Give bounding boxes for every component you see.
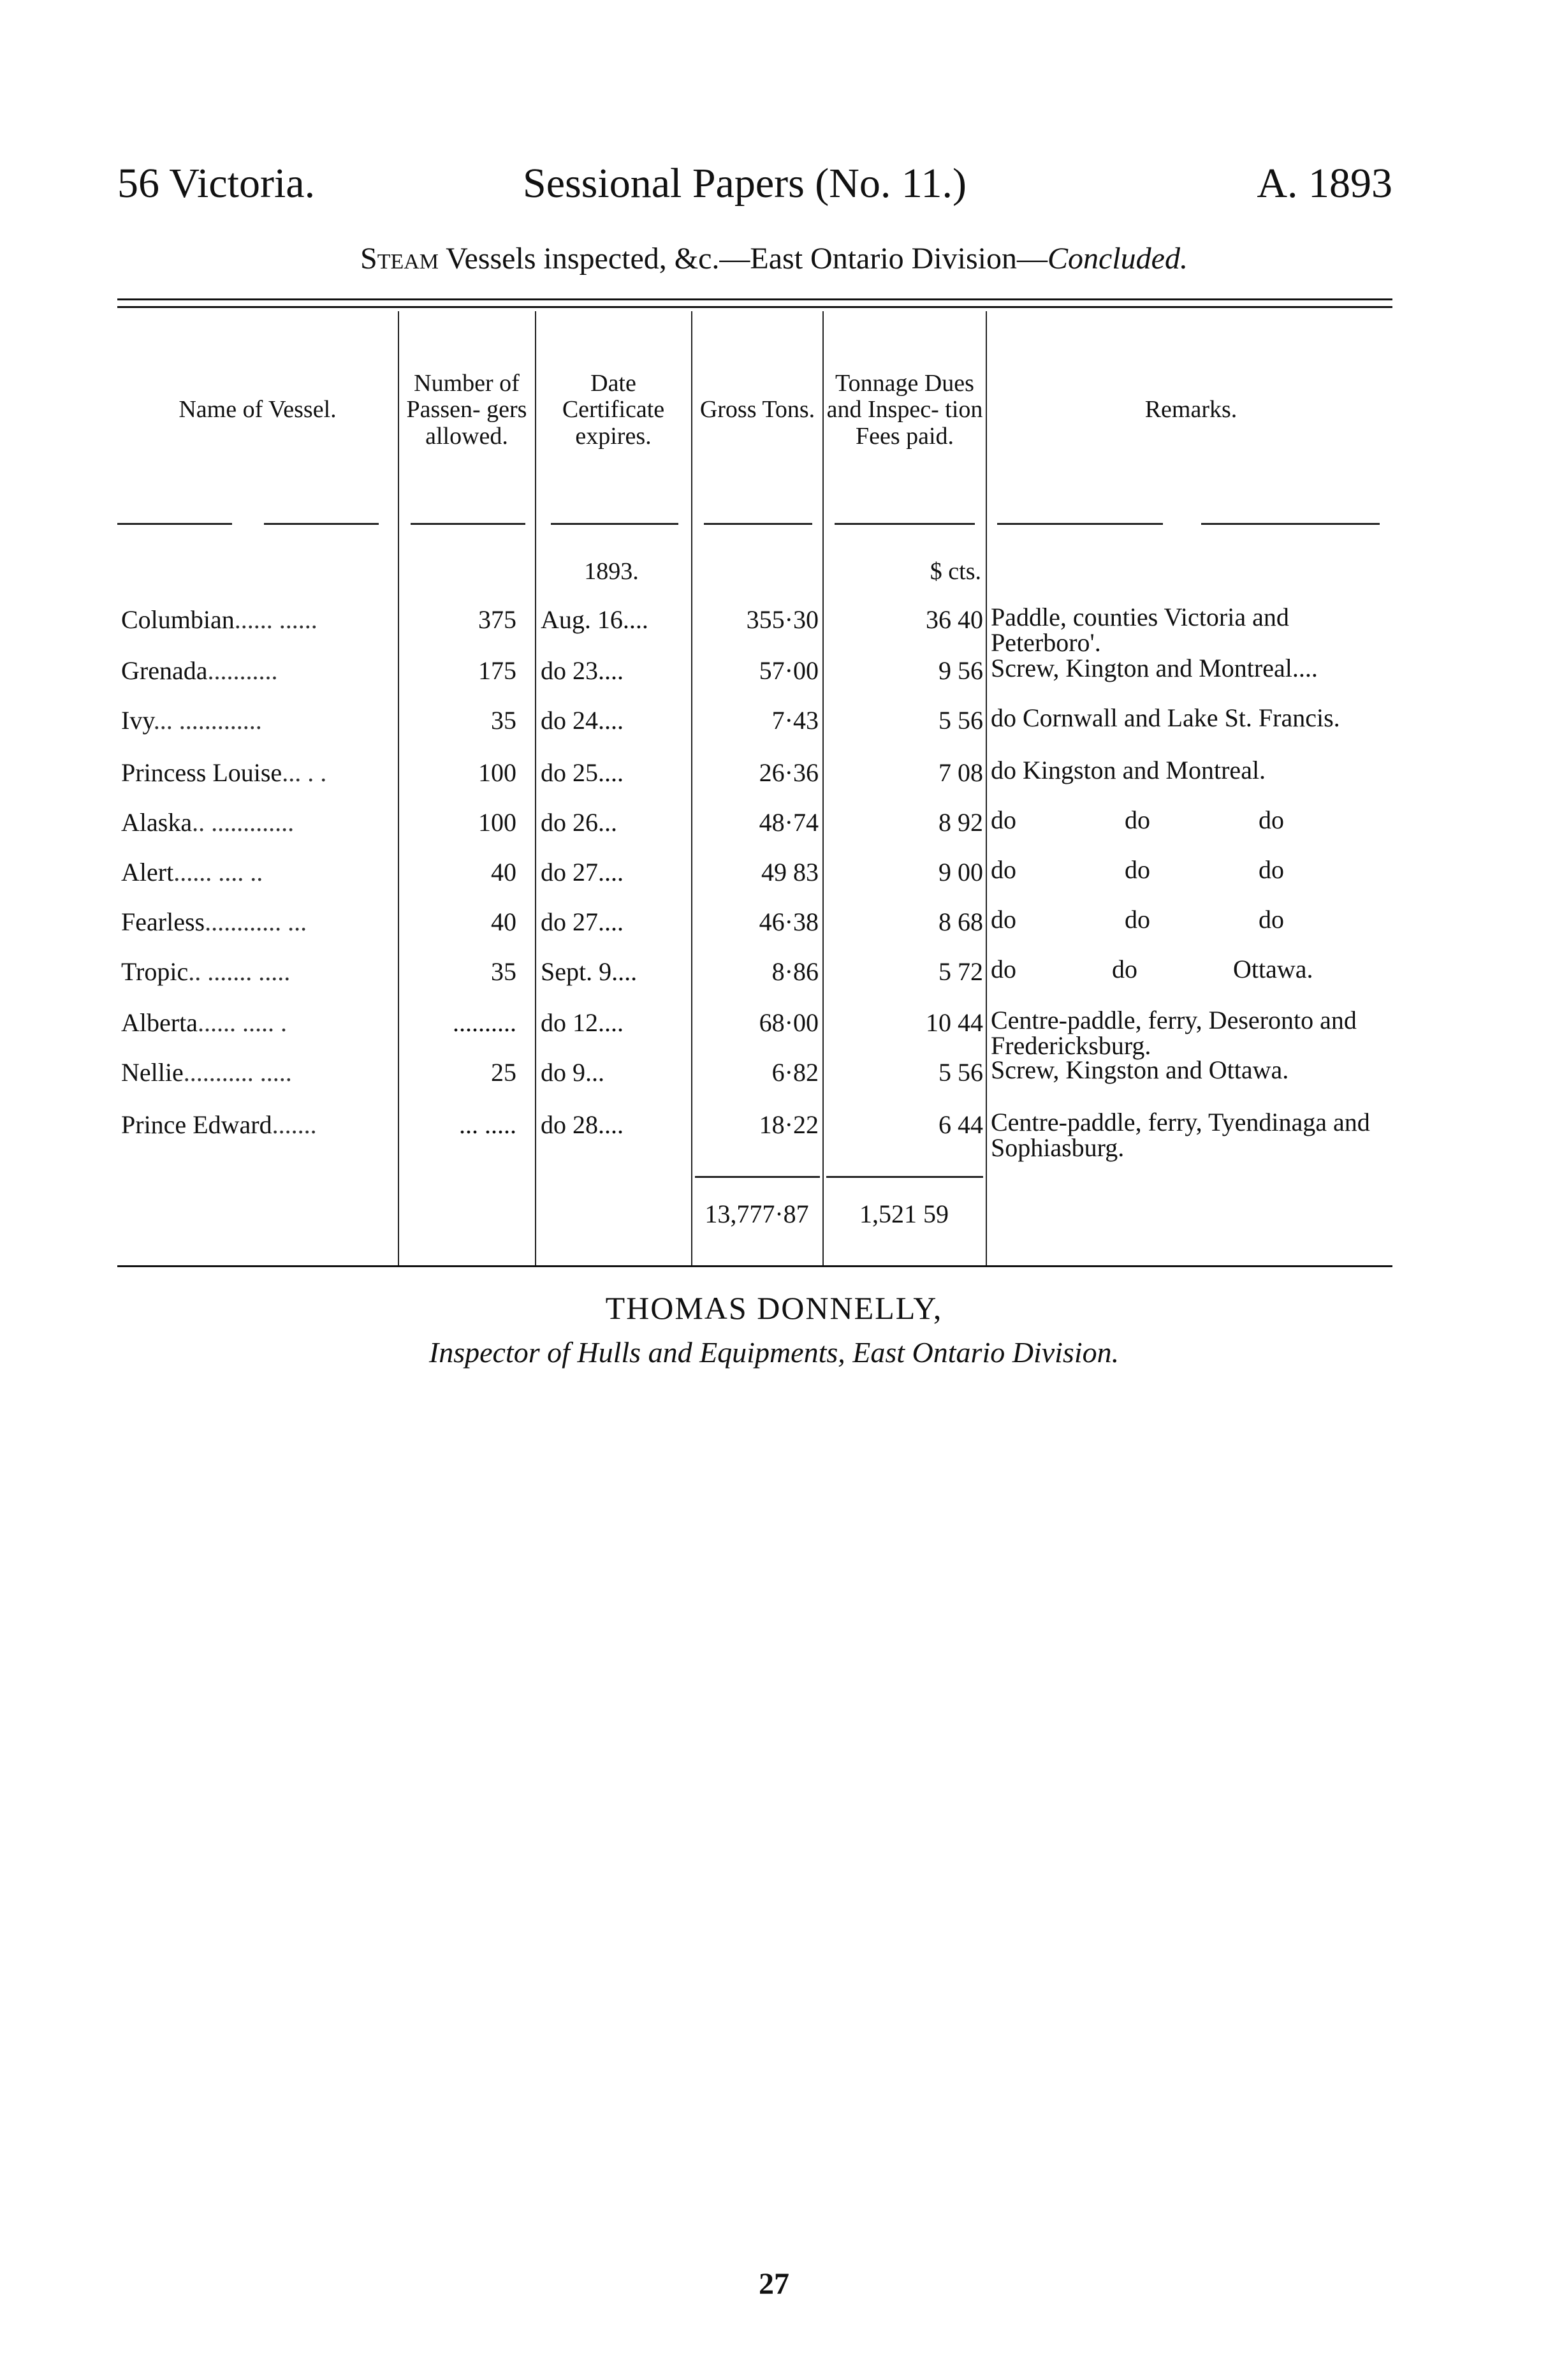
totals-row <box>117 1199 1392 1237</box>
vessel-name: Princess Louise... . . <box>121 758 327 787</box>
table-row <box>117 1108 1392 1162</box>
title-text: Vessels inspected, &c.—East Ontario Division— <box>439 242 1048 275</box>
vessel-name: Alert...... .... .. <box>121 858 263 886</box>
header-gross-tons: Gross Tons. <box>699 396 815 423</box>
date-cell: Sept. 9.... <box>541 957 638 986</box>
passengers-cell: 25 <box>491 1058 516 1087</box>
currency-unit: $ cts. <box>930 558 981 585</box>
header-certificate-date: Date Certificate expires. <box>562 370 665 450</box>
header-rule <box>264 523 379 525</box>
running-header <box>117 159 1392 223</box>
dues-cell: 5 56 <box>938 706 983 735</box>
date-cell: do 25.... <box>541 758 624 787</box>
remarks-cell: Centre-paddle, ferry, Tyendinaga and Sophiasburg. <box>991 1108 1370 1162</box>
table-row <box>117 603 1392 657</box>
table-row <box>117 957 1392 1001</box>
date-cell: do 24.... <box>541 706 624 735</box>
title-italic: Concluded. <box>1048 242 1188 275</box>
header-rule <box>835 523 975 525</box>
header-passengers: Number of Passen- gers allowed. <box>406 370 527 450</box>
dues-cell: 9 00 <box>938 858 983 886</box>
date-cell: do 23.... <box>541 656 624 685</box>
vessel-name: Prince Edward....... <box>121 1110 317 1139</box>
table-row <box>117 705 1392 750</box>
tons-cell: 49 83 <box>761 858 819 886</box>
date-cell: do 28.... <box>541 1110 624 1139</box>
header-tonnage-dues: Tonnage Dues and Inspec- tion Fees paid. <box>826 370 983 450</box>
remarks-cell: do Kingston and Montreal. <box>991 756 1266 784</box>
vessel-name: Ivy... ............. <box>121 706 262 735</box>
table-row <box>117 907 1392 951</box>
top-rule <box>117 298 1392 300</box>
date-cell: Aug. 16.... <box>541 605 648 634</box>
table-row <box>117 1057 1392 1102</box>
tons-cell: 48·74 <box>759 808 819 837</box>
remarks-cell: do do Ottawa. <box>991 955 1313 983</box>
dues-cell: 7 08 <box>938 758 983 787</box>
year-label: A. 1893 <box>1257 160 1392 207</box>
dues-cell: 8 68 <box>938 907 983 936</box>
passengers-cell: 100 <box>478 758 516 787</box>
header-rule <box>704 523 812 525</box>
header-rule <box>1201 523 1380 525</box>
tons-cell: 355·30 <box>746 605 819 634</box>
remarks-cell: do do do <box>991 805 1284 834</box>
header-rule <box>997 523 1163 525</box>
passengers-cell: 40 <box>491 858 516 886</box>
title-smallcaps: Steam <box>360 242 439 275</box>
tons-cell: 6·82 <box>771 1058 819 1087</box>
remarks-cell: do do do <box>991 855 1284 884</box>
tons-cell: 46·38 <box>759 907 819 936</box>
table-row <box>117 1006 1392 1060</box>
dues-cell: 9 56 <box>938 656 983 685</box>
tons-cell: 68·00 <box>759 1008 819 1037</box>
vessel-table <box>117 311 1392 1267</box>
header-remarks: Remarks. <box>1144 396 1238 423</box>
dues-cell: 10 44 <box>926 1008 983 1037</box>
remarks-cell: Screw, Kingston and Ottawa. <box>991 1055 1289 1084</box>
remarks-cell: Paddle, counties Victoria and Peterboro'. <box>991 603 1289 657</box>
tons-cell: 18·22 <box>759 1110 819 1139</box>
table-row <box>117 857 1392 902</box>
header-rule <box>117 523 232 525</box>
sessional-papers-label: Sessional Papers (No. 11.) <box>523 160 967 207</box>
vessel-name: Columbian...... ...... <box>121 605 318 634</box>
top-rule-double <box>117 306 1392 308</box>
table-row <box>117 656 1392 700</box>
remarks-cell: Centre-paddle, ferry, Deseronto and Fredericksburg. <box>991 1006 1357 1060</box>
total-tons: 13,777·87 <box>705 1200 809 1228</box>
vessel-name: Fearless............ ... <box>121 907 307 936</box>
totals-rule <box>695 1176 820 1178</box>
remarks-cell: do Cornwall and Lake St. Francis. <box>991 703 1340 732</box>
date-cell: do 27.... <box>541 858 624 886</box>
dues-cell: 5 56 <box>938 1058 983 1087</box>
bottom-rule <box>117 1265 1392 1267</box>
passengers-cell: 35 <box>491 957 516 986</box>
header-vessel-name: Name of Vessel. <box>179 396 337 423</box>
date-cell: do 12.... <box>541 1008 624 1037</box>
inspector-name: THOMAS DONNELLY, <box>605 1290 943 1326</box>
passengers-cell: 100 <box>478 808 516 837</box>
session-label: 56 Victoria. <box>117 160 316 207</box>
passengers-cell: 375 <box>478 605 516 634</box>
vessel-name: Alberta...... ..... . <box>121 1008 287 1037</box>
date-cell: do 9... <box>541 1058 604 1087</box>
passengers-cell: 40 <box>491 907 516 936</box>
total-dues: 1,521 59 <box>859 1200 949 1228</box>
table-title <box>0 241 1548 276</box>
remarks-cell: do do do <box>991 905 1284 934</box>
tons-cell: 7·43 <box>771 706 819 735</box>
inspector-title: Inspector of Hulls and Equipments, East Ontario Division. <box>428 1336 1120 1369</box>
page-number: 27 <box>759 2267 789 2301</box>
dues-cell: 36 40 <box>926 605 983 634</box>
passengers-cell: 175 <box>478 656 516 685</box>
tons-cell: 26·36 <box>759 758 819 787</box>
vessel-name: Tropic.. ....... ..... <box>121 957 291 986</box>
tons-cell: 8·86 <box>771 957 819 986</box>
passengers-cell: 35 <box>491 706 516 735</box>
vessel-name: Grenada........... <box>121 656 278 685</box>
passengers-cell: .......... <box>453 1008 516 1037</box>
vessel-name: Alaska.. ............. <box>121 808 295 837</box>
totals-rule <box>826 1176 983 1178</box>
dues-cell: 6 44 <box>938 1110 983 1139</box>
remarks-cell: Screw, Kington and Montreal.... <box>991 654 1318 682</box>
date-cell: do 26... <box>541 808 617 837</box>
tons-cell: 57·00 <box>759 656 819 685</box>
dues-cell: 8 92 <box>938 808 983 837</box>
table-row <box>117 807 1392 852</box>
passengers-cell: ... ..... <box>459 1110 516 1139</box>
date-cell: do 27.... <box>541 907 624 936</box>
year-unit: 1893. <box>584 558 639 585</box>
header-rule <box>411 523 525 525</box>
vessel-name: Nellie........... ..... <box>121 1058 292 1087</box>
header-rule <box>551 523 678 525</box>
table-row <box>117 758 1392 802</box>
dues-cell: 5 72 <box>938 957 983 986</box>
